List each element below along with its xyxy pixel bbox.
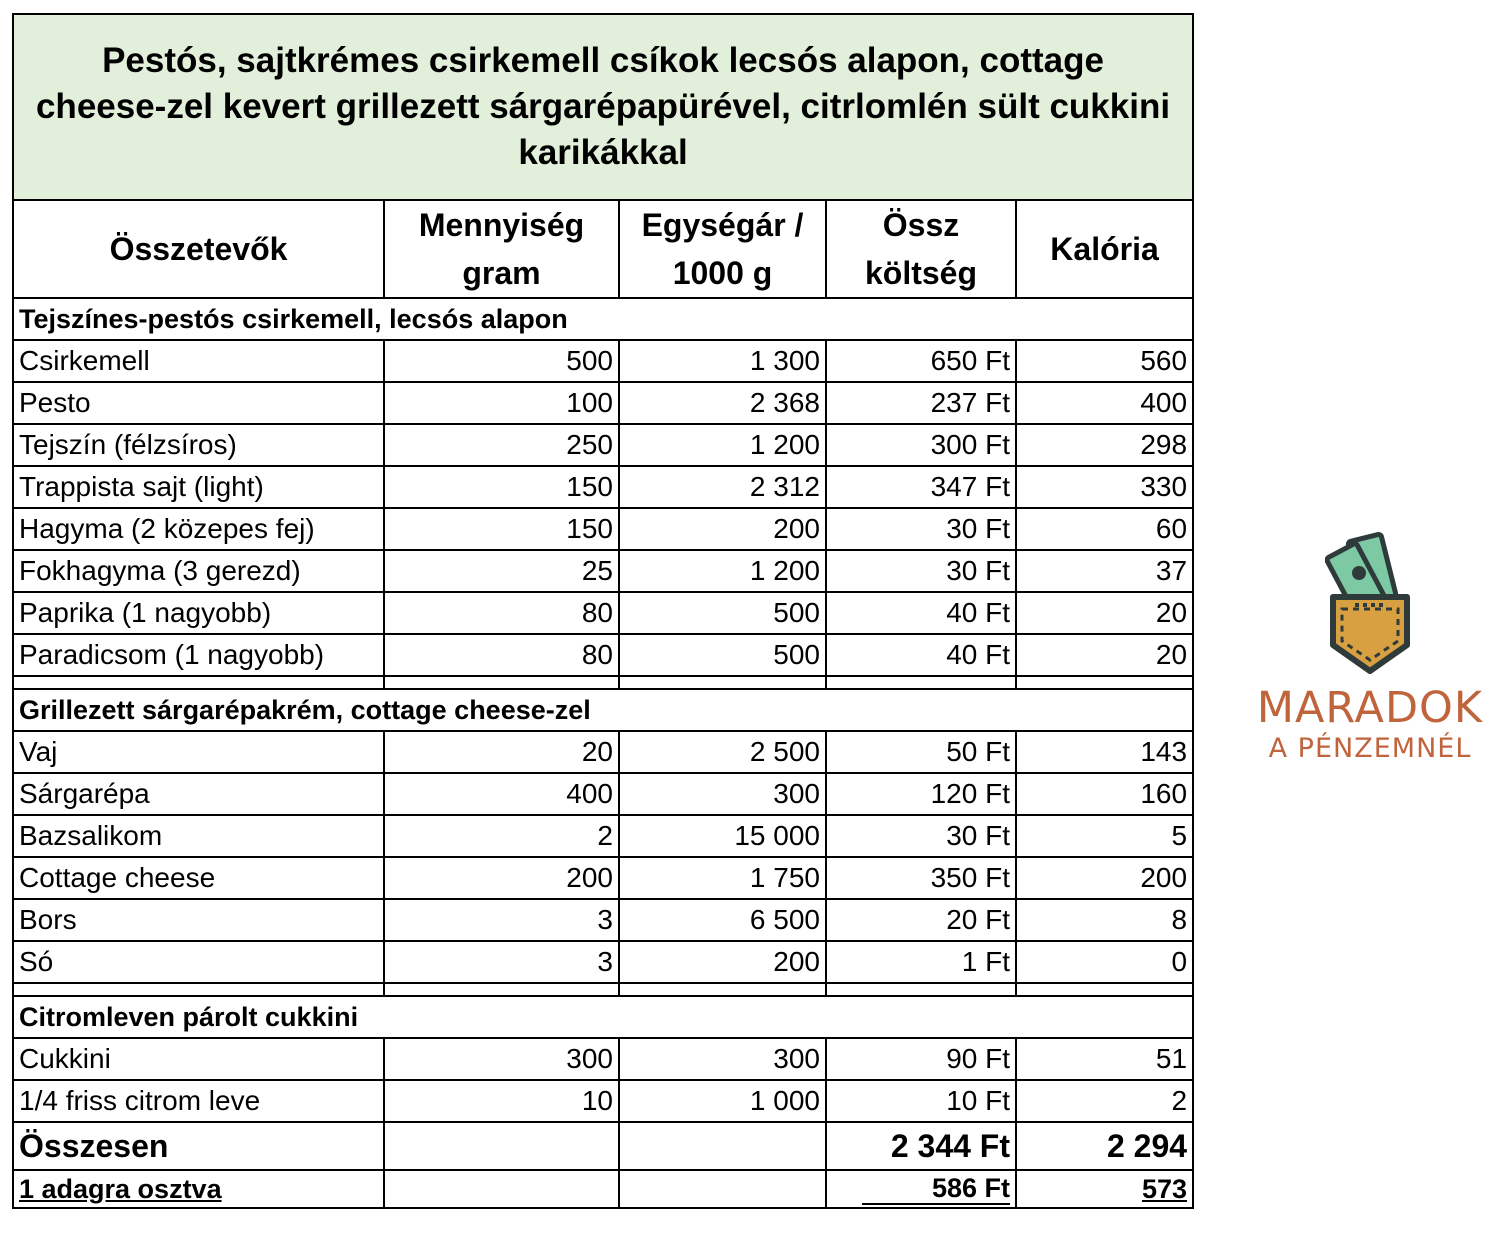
section-header (13, 689, 1193, 731)
section-title: Tejszínes-pestós csirkemell, lecsós alapon (13, 298, 1193, 340)
header-row (13, 200, 1193, 298)
cost-cell: 40 Ft (826, 592, 1016, 634)
quantity-cell: 100 (384, 382, 619, 424)
ingredient-name: Trappista sajt (light) (13, 466, 384, 508)
table-row (13, 941, 1193, 983)
unit-price-cell: 500 (619, 592, 826, 634)
ingredient-name: Vaj (13, 731, 384, 773)
ingredient-name: Só (13, 941, 384, 983)
calorie-cell: 143 (1016, 731, 1193, 773)
quantity-cell: 80 (384, 592, 619, 634)
ingredient-name: Hagyma (2 közepes fej) (13, 508, 384, 550)
calorie-cell: 37 (1016, 550, 1193, 592)
table-row (13, 382, 1193, 424)
recipe-title: Pestós, sajtkrémes csirkemell csíkok lecsós alapon, cottage cheese-zel kevert grillezett sárgarépapürével, citrlomlén sült cukkini karikákkal (13, 14, 1193, 200)
total-calories: 2 294 (1016, 1122, 1193, 1170)
unit-price-cell: 2 500 (619, 731, 826, 773)
header-calories: Kalória (1016, 200, 1193, 298)
recipe-cost-table (12, 13, 1194, 1209)
quantity-cell: 250 (384, 424, 619, 466)
ingredient-name: 1/4 friss citrom leve (13, 1080, 384, 1122)
cost-cell: 10 Ft (826, 1080, 1016, 1122)
cost-cell: 237 Ft (826, 382, 1016, 424)
table-row (13, 1038, 1193, 1080)
table-row (13, 508, 1193, 550)
calorie-cell: 200 (1016, 857, 1193, 899)
brand-logo (1245, 525, 1495, 775)
unit-price-cell: 2 312 (619, 466, 826, 508)
quantity-cell: 150 (384, 466, 619, 508)
calorie-cell: 8 (1016, 899, 1193, 941)
cost-cell: 650 Ft (826, 340, 1016, 382)
calorie-cell: 20 (1016, 634, 1193, 676)
unit-price-cell: 500 (619, 634, 826, 676)
spacer-row (13, 676, 1193, 689)
calorie-cell: 20 (1016, 592, 1193, 634)
ingredient-name: Bors (13, 899, 384, 941)
ingredient-name: Paradicsom (1 nagyobb) (13, 634, 384, 676)
calorie-cell: 2 (1016, 1080, 1193, 1122)
calorie-cell: 5 (1016, 815, 1193, 857)
calorie-cell: 400 (1016, 382, 1193, 424)
calorie-cell: 560 (1016, 340, 1193, 382)
unit-price-cell: 1 750 (619, 857, 826, 899)
cost-cell: 350 Ft (826, 857, 1016, 899)
logo-text-line2: A PÉNZEMNÉL (1268, 733, 1472, 764)
cost-cell: 30 Ft (826, 508, 1016, 550)
cost-cell: 90 Ft (826, 1038, 1016, 1080)
cost-cell: 1 Ft (826, 941, 1016, 983)
quantity-cell: 500 (384, 340, 619, 382)
unit-price-cell: 6 500 (619, 899, 826, 941)
calorie-cell: 330 (1016, 466, 1193, 508)
header-quantity: Mennyiség gram (384, 200, 619, 298)
cost-cell: 50 Ft (826, 731, 1016, 773)
unit-price-cell: 1 300 (619, 340, 826, 382)
portion-calories: 573 (1016, 1170, 1193, 1208)
section-title: Citromleven párolt cukkini (13, 996, 1193, 1038)
unit-price-cell: 15 000 (619, 815, 826, 857)
table-row (13, 815, 1193, 857)
table-row (13, 550, 1193, 592)
header-unit-price: Egységár / 1000 g (619, 200, 826, 298)
quantity-cell: 400 (384, 773, 619, 815)
quantity-cell: 25 (384, 550, 619, 592)
logo-text-line1: MARADOK (1256, 683, 1484, 733)
section-header (13, 996, 1193, 1038)
unit-price-cell: 1 000 (619, 1080, 826, 1122)
pocket-money-icon (1325, 525, 1415, 675)
quantity-cell: 20 (384, 731, 619, 773)
quantity-cell: 10 (384, 1080, 619, 1122)
total-row (13, 1122, 1193, 1170)
unit-price-cell: 200 (619, 508, 826, 550)
calorie-cell: 60 (1016, 508, 1193, 550)
header-total-cost: Össz költség (826, 200, 1016, 298)
calorie-cell: 51 (1016, 1038, 1193, 1080)
ingredient-name: Tejszín (félzsíros) (13, 424, 384, 466)
table-row (13, 857, 1193, 899)
ingredient-name: Bazsalikom (13, 815, 384, 857)
header-ingredients: Összetevők (13, 200, 384, 298)
cost-cell: 120 Ft (826, 773, 1016, 815)
table-row (13, 731, 1193, 773)
section-title: Grillezett sárgarépakrém, cottage cheese-zel (13, 689, 1193, 731)
unit-price-cell: 300 (619, 1038, 826, 1080)
ingredient-name: Sárgarépa (13, 773, 384, 815)
unit-price-cell: 1 200 (619, 550, 826, 592)
cost-cell: 300 Ft (826, 424, 1016, 466)
unit-price-cell: 300 (619, 773, 826, 815)
portion-label: 1 adagra osztva (13, 1170, 384, 1208)
quantity-cell: 200 (384, 857, 619, 899)
calorie-cell: 0 (1016, 941, 1193, 983)
unit-price-cell: 2 368 (619, 382, 826, 424)
calorie-cell: 298 (1016, 424, 1193, 466)
cost-cell: 20 Ft (826, 899, 1016, 941)
ingredient-name: Fokhagyma (3 gerezd) (13, 550, 384, 592)
unit-price-cell: 200 (619, 941, 826, 983)
table-row (13, 340, 1193, 382)
calorie-cell: 160 (1016, 773, 1193, 815)
quantity-cell: 150 (384, 508, 619, 550)
ingredient-name: Paprika (1 nagyobb) (13, 592, 384, 634)
total-label: Összesen (13, 1122, 384, 1170)
quantity-cell: 2 (384, 815, 619, 857)
ingredient-name: Pesto (13, 382, 384, 424)
ingredient-name: Csirkemell (13, 340, 384, 382)
total-cost: 2 344 Ft (826, 1122, 1016, 1170)
ingredient-name: Cottage cheese (13, 857, 384, 899)
cost-cell: 347 Ft (826, 466, 1016, 508)
table-row (13, 899, 1193, 941)
quantity-cell: 3 (384, 941, 619, 983)
quantity-cell: 300 (384, 1038, 619, 1080)
portion-cost: 586 Ft (862, 1173, 1010, 1205)
table-row (13, 424, 1193, 466)
cost-cell: 30 Ft (826, 815, 1016, 857)
unit-price-cell: 1 200 (619, 424, 826, 466)
cost-cell: 30 Ft (826, 550, 1016, 592)
section-header (13, 298, 1193, 340)
table-row (13, 634, 1193, 676)
quantity-cell: 3 (384, 899, 619, 941)
table-row (13, 1080, 1193, 1122)
spacer-row (13, 983, 1193, 996)
portion-row (13, 1170, 1193, 1208)
table-row (13, 773, 1193, 815)
table-row (13, 466, 1193, 508)
cost-cell: 40 Ft (826, 634, 1016, 676)
table-row (13, 592, 1193, 634)
quantity-cell: 80 (384, 634, 619, 676)
ingredient-name: Cukkini (13, 1038, 384, 1080)
